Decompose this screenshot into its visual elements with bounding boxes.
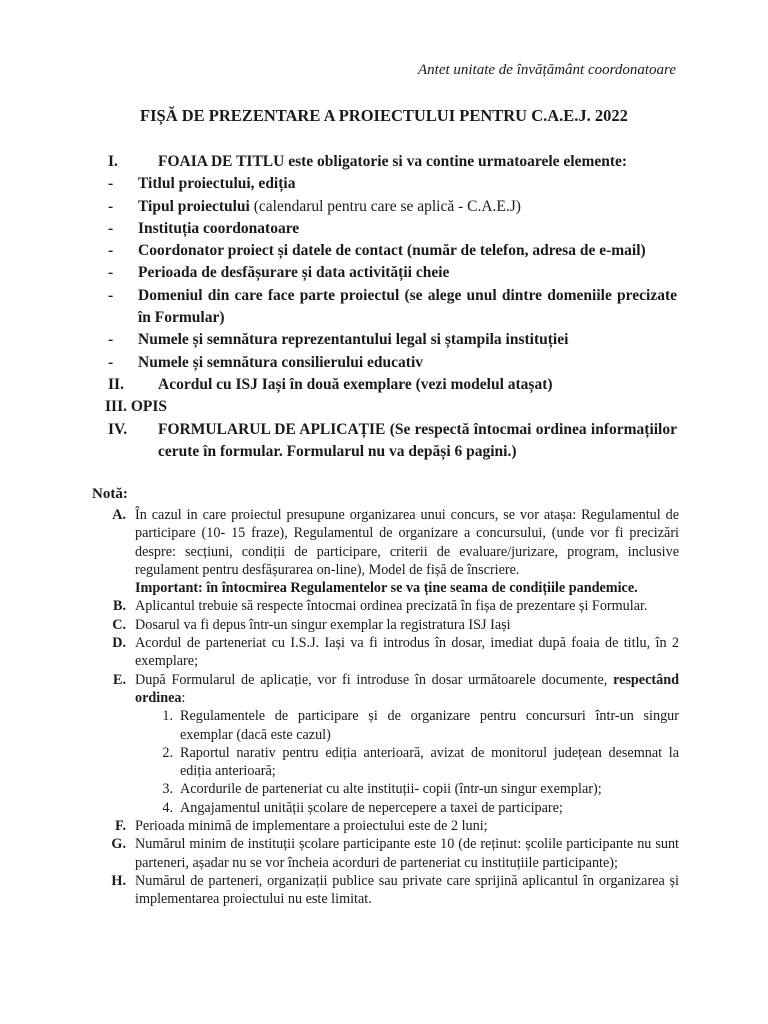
list-item: - Perioada de desfășurare și data activității cheie xyxy=(108,264,450,282)
section-4-marker: IV. xyxy=(108,420,128,438)
list-item: - Instituția coordonatoare xyxy=(108,219,300,237)
section-3-text: III. OPIS xyxy=(105,398,168,416)
note-d: D. Acordul de parteneriat cu I.S.J. Iași va fi introdus în dosar, imediat după foaia de titlu, în 2 exemplare; xyxy=(112,635,679,670)
section-2-marker: II. xyxy=(108,375,124,393)
page-title: FIȘĂ DE PREZENTARE A PROIECTULUI PENTRU C.A.E.J. 2022 xyxy=(140,106,628,125)
section-2-text: Acordul cu ISJ Iași în două exemplare (vezi modelul atașat) xyxy=(158,375,553,393)
note-e-subitem: 2. Raportul narativ pentru ediția anterioară, avizat de monitorul județean desemnat la ediția anterioară; xyxy=(162,744,679,780)
note-b: B. Aplicantul trebuie să respecte întocmai ordinea precizată în fișa de prezentare și Formular. xyxy=(112,598,648,615)
note-a-important: Important: în întocmirea Regulamentelor se va ține seama de condițiile pandemice. xyxy=(135,580,638,597)
section-1 xyxy=(108,151,677,173)
section-4 xyxy=(108,419,677,464)
notes-list xyxy=(92,506,679,909)
note-g: G. Numărul minim de instituții școlare participante este 10 (de reținut: școlile participante nu sunt parteneri, așadar nu se vor încheia acorduri de parteneriat cu instituțiile participante); xyxy=(111,836,679,871)
note-a-text: În cazul in care proiectul presupune organizarea unui concurs, se vor atașa: Regulamentul de participare (10- 15 fraze), Regulamentul de organizare a concursului, (unde vor fi precizări despre: secțiuni, condiții de participare, criterii de evaluare/jurizare, program, inclusive regulament pentru desfășurarea on-line), Model de fișă de înscriere. xyxy=(135,507,679,578)
sections-list xyxy=(105,151,677,463)
section-2 xyxy=(108,374,677,396)
note-a: A. În cazul in care proiectul presupune organizarea unui concurs, se vor atașa: Regulamentul de participare (10- 15 fraze), Regulamentul de organizare a concursului, (unde vor fi precizări despre: secțiuni, condiții de participare, criterii de evaluare/jurizare, program, inclusive regulament pentru desfășurarea on-line), Model de fișă de înscriere. Important: în întocmirea Regulamentelor se va ține seama de condițiile pandemice. xyxy=(112,507,679,597)
header-letterhead: Antet unitate de învățământ coordonatoare xyxy=(417,62,676,78)
section-4-text: FORMULARUL DE APLICAȚIE (Se respectă întocmai ordinea informațiilor cerute în formular. Formularul nu va depăși 6 pagini.) xyxy=(158,420,677,460)
section-3 xyxy=(105,396,677,418)
note-f: F. Perioada minimă de implementare a proiectului este de 2 luni; xyxy=(115,818,488,835)
section-1-text: FOAIA DE TITLU este obligatorie si va contine urmatoarele elemente: xyxy=(158,153,628,170)
note-e-subitem: 4. Angajamentul unității școlare de nepercepere a taxei de participare; xyxy=(162,799,563,816)
list-item: - Numele și semnătura reprezentantului legal si ștampila instituției xyxy=(108,331,569,349)
note-e-subitem: 1. Regulamentele de participare și de organizare pentru concursuri într-un singur exemplar (dacă este cazul) xyxy=(162,708,679,743)
note-e-subitem: 3. Acordurile de parteneriat cu alte instituții- copii (într-un singur exemplar); xyxy=(162,781,602,798)
note-h: H. Numărul de parteneri, organizații publice sau private care sprijină aplicantul în organizarea și implementarea proiectului nu este limitat. xyxy=(111,872,679,908)
list-item: - Tipul proiectului (calendarul pentru care se aplică - C.A.E.J) xyxy=(108,197,521,215)
note-e: E. După Formularul de aplicație, vor fi introduse în dosar următoarele documente, respectând ordinea: 1. Regulamentele de participare și de organizare pentru concursuri într-un singur exemplar (dacă este cazul) 2. Raportul narativ pentru ediția anterioară, avizat de monitorul județean desemnat la ediția anterioară; 3. Acordurile de parteneriat cu alte instituții- copii (într-un singur exemplar); 4. Angajamentul unității școlare de nepercepere a taxei de participare; xyxy=(112,671,680,816)
nota-heading: Notă: xyxy=(92,486,128,502)
section-1-marker: I. xyxy=(108,153,118,170)
list-item: - Titlul proiectului, ediția xyxy=(108,175,296,193)
list-item: - Domeniul din care face parte proiectul (se alege unul dintre domeniile precizate în Formular) xyxy=(108,286,677,327)
note-c: C. Dosarul va fi depus într-un singur exemplar la registratura ISJ Iași xyxy=(112,616,511,633)
list-item: - Coordonator proiect și datele de contact (număr de telefon, adresa de e-mail) xyxy=(108,242,646,260)
list-item: - Numele și semnătura consilierului educativ xyxy=(108,353,424,371)
